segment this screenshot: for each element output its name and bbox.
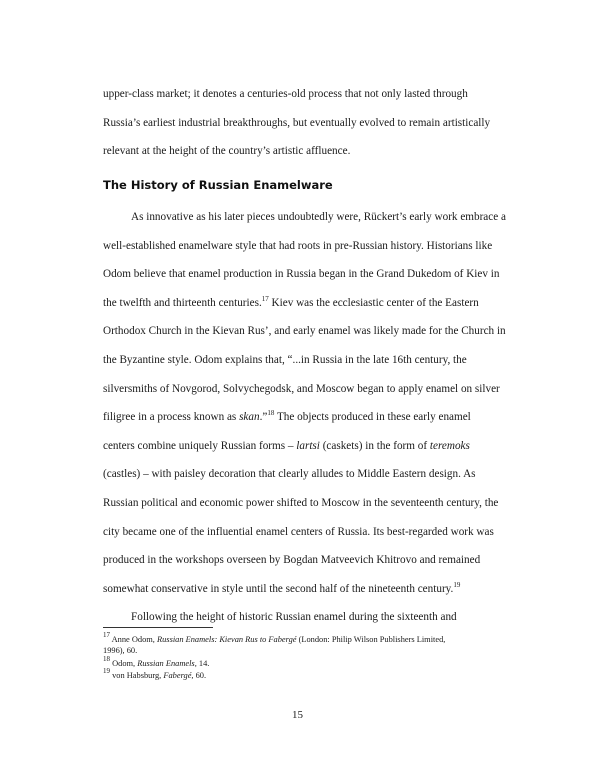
body-line <box>103 582 460 596</box>
italic-text: lartsi <box>296 439 320 452</box>
italic-text: skan <box>239 411 260 424</box>
body-line <box>103 496 498 510</box>
text-run: (castles) – with paisley decoration that clearly alludes to Middle Eastern design. As <box>103 468 476 481</box>
footnote-line <box>103 655 210 669</box>
text-run: the twelfth and thirteenth centuries. <box>103 296 262 309</box>
text-run: (London: Philip Wilson Publishers Limited, <box>296 635 446 644</box>
footnote-ref: 19 <box>453 580 461 589</box>
body-line <box>103 410 471 424</box>
text-run: silversmiths of Novgorod, Solvychegodsk, and Moscow began to apply enamel on silver <box>103 382 500 395</box>
body-line <box>103 239 492 253</box>
text-run: centers combine uniquely Russian forms – <box>103 439 297 452</box>
body-line <box>103 467 476 481</box>
text-run: the Byzantine style. Odom explains that, “...in Russia in the late 16th century, the <box>103 354 467 366</box>
body-line <box>103 144 350 158</box>
body-line <box>103 439 470 453</box>
body-line <box>103 116 490 130</box>
footnote-ref: 18 <box>267 409 275 418</box>
text-run: upper-class market; it denotes a centuries-old process that not only lasted through <box>103 88 468 100</box>
text-run: von Habsburg, <box>110 671 164 680</box>
body-line <box>131 610 457 624</box>
text-run: Russian political and economic power shifted to Moscow in the seventeenth century, the <box>103 497 499 509</box>
body-line <box>103 353 467 367</box>
text-run: Odom believe that enamel production in Russia began in the Grand Dukedom of Kiev in <box>103 268 500 281</box>
text-run: .” <box>259 411 268 424</box>
footnote-line <box>103 667 207 681</box>
text-run: Odom, <box>110 659 138 668</box>
page-number: 15 <box>292 709 303 721</box>
text-run: Following the height of historic Russian enamel during the sixteenth and <box>131 611 457 624</box>
text-run: As innovative as his later pieces undoubtedly were, Rückert’s early work embrace a <box>131 211 506 223</box>
text-run: filigree in a process known as <box>103 411 240 424</box>
text-run: well-established enamelware style that had roots in pre-Russian history. Historians like <box>103 239 493 252</box>
body-line <box>103 324 506 338</box>
italic-text: teremoks <box>429 439 470 452</box>
text-run: , 60. <box>191 671 207 680</box>
footnote-separator <box>103 627 213 628</box>
text-run: produced in the workshops overseen by Bogdan Matveevich Khitrovo and remained <box>103 554 481 567</box>
text-run: relevant at the height of the country’s artistic affluence. <box>103 145 351 157</box>
body-line <box>103 267 499 281</box>
text-run: (caskets) in the form of <box>319 439 430 452</box>
body-line <box>131 210 506 224</box>
footnote-ref: 17 <box>261 294 269 303</box>
body-line <box>103 382 500 396</box>
body-line <box>103 553 480 567</box>
text-run: 1996), 60. <box>103 646 138 655</box>
footnote-ref: 17 <box>103 631 110 639</box>
text-run: Russia’s earliest industrial breakthroughs, but eventually evolved to remain artistically <box>103 117 491 129</box>
text-run: , 14. <box>194 659 210 668</box>
text-run: Kiev was the ecclesiastic center of the Eastern <box>268 296 479 309</box>
italic-text: Russian Enamels: Kievan Rus to Fabergé <box>157 635 297 644</box>
italic-text: Fabergé <box>163 671 192 680</box>
text-run: somewhat conservative in style until the second half of the nineteenth century. <box>103 582 454 595</box>
text-run: Anne Odom, <box>110 635 157 644</box>
footnote-ref: 18 <box>103 655 110 663</box>
body-line <box>103 525 494 539</box>
body-line <box>103 296 479 310</box>
section-heading: The History of Russian Enamelware <box>103 178 333 192</box>
text-run: city became one of the influential enamel centers of Russia. Its best-regarded work was <box>103 525 494 538</box>
footnote-ref: 19 <box>103 667 110 675</box>
text-run: The objects produced in these early enamel <box>274 411 471 424</box>
italic-text: Russian Enamels <box>137 659 195 668</box>
body-line <box>103 87 468 101</box>
footnote-line <box>103 631 446 645</box>
text-run: Orthodox Church in the Kievan Rus’, and early enamel was likely made for the Church in <box>103 325 506 338</box>
